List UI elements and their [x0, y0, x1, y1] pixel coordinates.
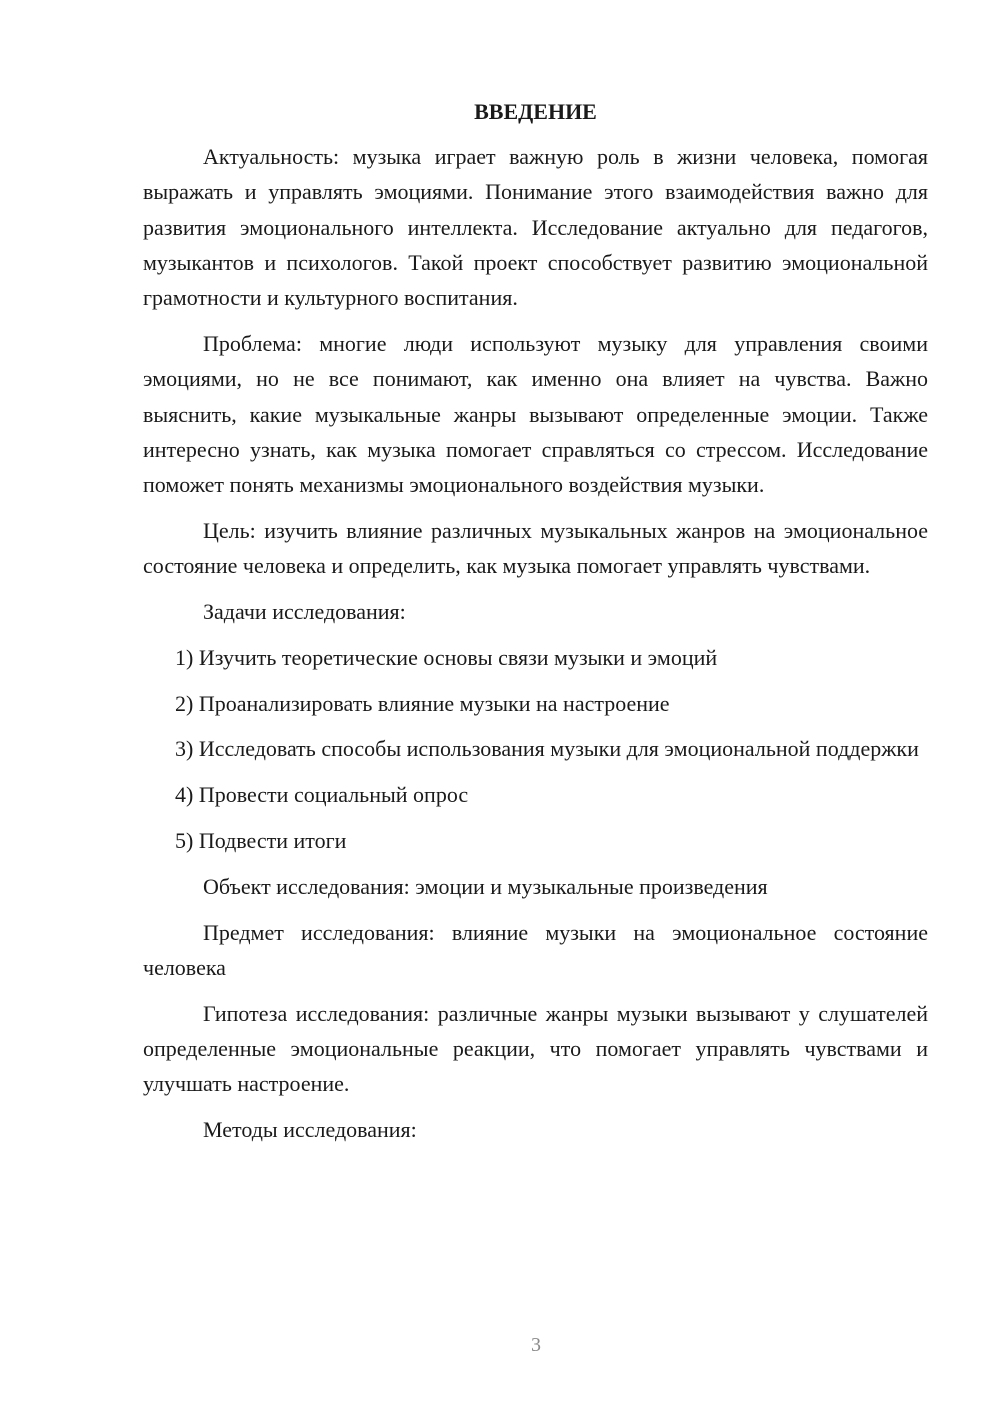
- task-item-3: 3) Исследовать способы использования музыки для эмоциональной поддержки: [175, 736, 919, 762]
- task-item-2: 2) Проанализировать влияние музыки на настроение: [175, 690, 670, 716]
- task-item-1: 1) Изучить теоретические основы связи музыки и эмоций: [175, 644, 718, 670]
- page-content: [143, 94, 928, 1158]
- object-paragraph: Объект исследования: эмоции и музыкальные произведения: [203, 873, 768, 899]
- task-item-4: 4) Провести социальный опрос: [175, 782, 469, 808]
- hypothesis-paragraph: Гипотеза исследования: различные жанры музыки вызывают у слушателей определенные эмоциональные реакции, что помогает управлять чувствами и улучшать настроение.: [143, 1000, 928, 1097]
- problem-paragraph: Проблема: многие люди используют музыку для управления своими эмоциями, но не все понимают, как именно она влияет на чувства. Важно выяснить, какие музыкальные жанры вызывают определенные эмоции. Также интересно узнать, как музыка помогает справляться со стрессом. Исследование поможет понять механизмы эмоционального воздействия музыки.: [143, 330, 928, 498]
- goal-paragraph: Цель: изучить влияние различных музыкальных жанров на эмоциональное состояние человека и определить, как музыка помогает управлять чувствами.: [143, 517, 928, 579]
- relevance-paragraph: Актуальность: музыка играет важную роль в жизни человека, помогая выражать и управлять эмоциями. Понимание этого взаимодействия важно для развития эмоционального интеллекта. Исследование актуально для педагогов, музыкантов и психологов. Такой проект способствует развитию эмоциональной грамотности и культурного воспитания.: [143, 144, 928, 311]
- section-heading: ВВЕДЕНИЕ: [474, 99, 597, 124]
- subject-paragraph: Предмет исследования: влияние музыки на эмоциональное состояние человека: [143, 919, 928, 980]
- task-item-5: 5) Подвести итоги: [175, 828, 347, 854]
- page-number: 3: [531, 1334, 541, 1356]
- methods-title: Методы исследования:: [203, 1117, 417, 1143]
- tasks-title: Задачи исследования:: [203, 599, 406, 625]
